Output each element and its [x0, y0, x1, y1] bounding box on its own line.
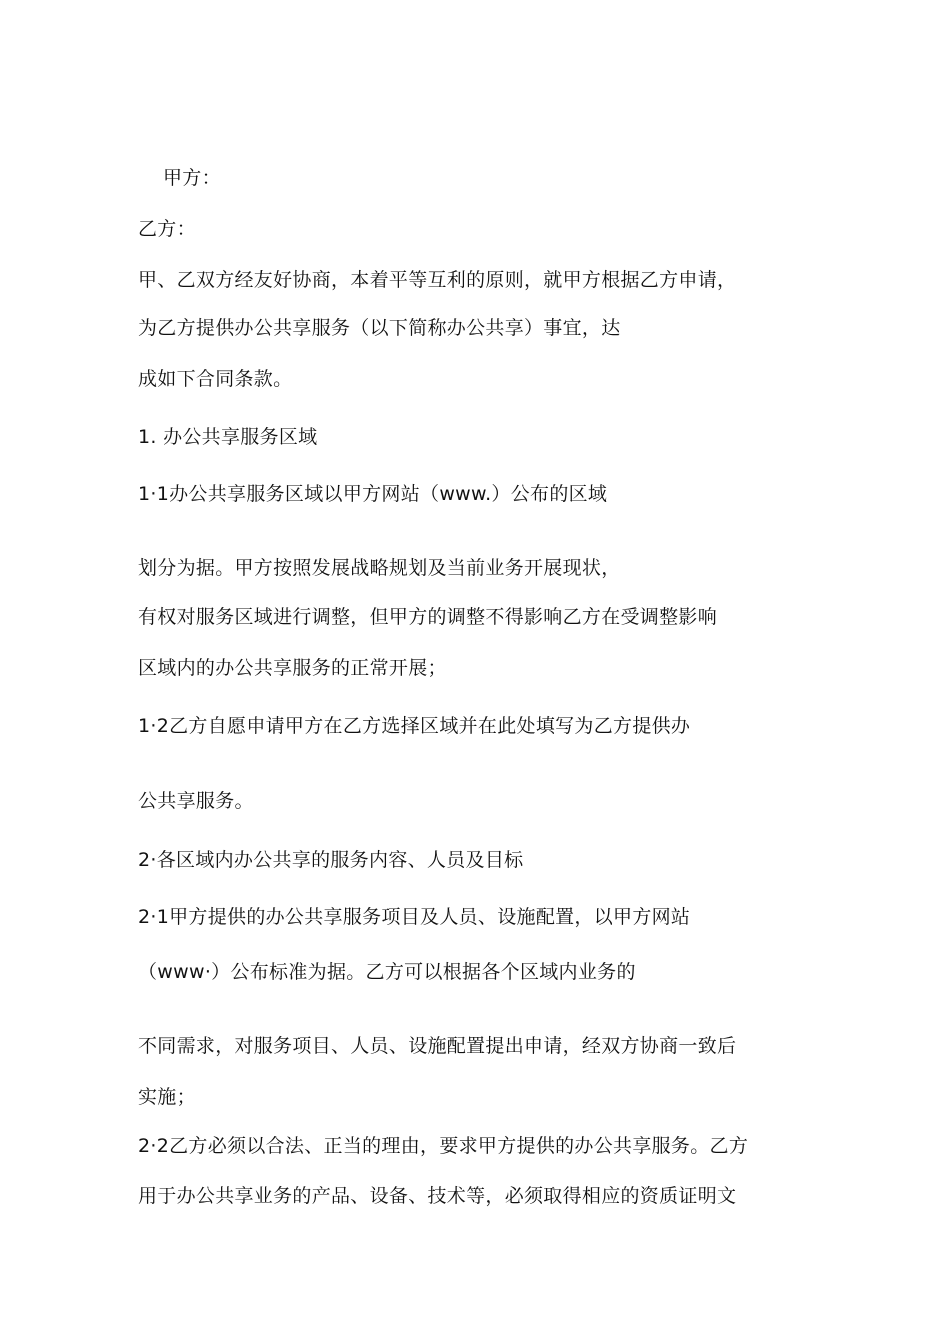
- clause-2-1-line-4: 实施；: [138, 1086, 196, 1108]
- clause-1-1-line-3: 有权对服务区域进行调整，但甲方的调整不得影响乙方在受调整影响: [138, 606, 718, 628]
- preamble-line-3: 成如下合同条款。: [138, 368, 293, 390]
- clause-1-1-line-2: 划分为据。甲方按照发展战略规划及当前业务开展现状，: [138, 557, 621, 579]
- preamble-line-1: 甲、乙双方经友好协商，本着平等互利的原则，就甲方根据乙方申请，: [138, 269, 737, 291]
- clause-1-1-line-1: 1·1办公共享服务区域以甲方网站（www.）公布的区域: [138, 483, 608, 505]
- clause-1-1-line-4: 区域内的办公共享服务的正常开展；: [138, 657, 447, 679]
- clause-2-2-line-1: 2·2乙方必须以合法、正当的理由，要求甲方提供的办公共享服务。乙方: [138, 1135, 749, 1157]
- section-1-heading: 1. 办公共享服务区域: [138, 426, 318, 448]
- clause-1-2-line-1: 1·2乙方自愿申请甲方在乙方选择区域并在此处填写为乙方提供办: [138, 715, 691, 737]
- section-2-heading: 2·各区域内办公共享的服务内容、人员及目标: [138, 849, 524, 871]
- party-b-label: 乙方：: [138, 218, 196, 240]
- clause-2-1-line-1: 2·1甲方提供的办公共享服务项目及人员、设施配置，以甲方网站: [138, 906, 691, 928]
- clause-1-2-line-2: 公共享服务。: [138, 790, 254, 812]
- clause-2-2-line-2: 用于办公共享业务的产品、设备、技术等，必须取得相应的资质证明文: [138, 1185, 737, 1207]
- clause-2-1-line-2: （www·）公布标准为据。乙方可以根据各个区域内业务的: [138, 961, 636, 983]
- preamble-line-2: 为乙方提供办公共享服务（以下简称办公共享）事宜，达: [138, 317, 621, 339]
- clause-2-1-line-3: 不同需求，对服务项目、人员、设施配置提出申请，经双方协商一致后: [138, 1035, 737, 1057]
- party-a-label: 甲方：: [163, 167, 221, 189]
